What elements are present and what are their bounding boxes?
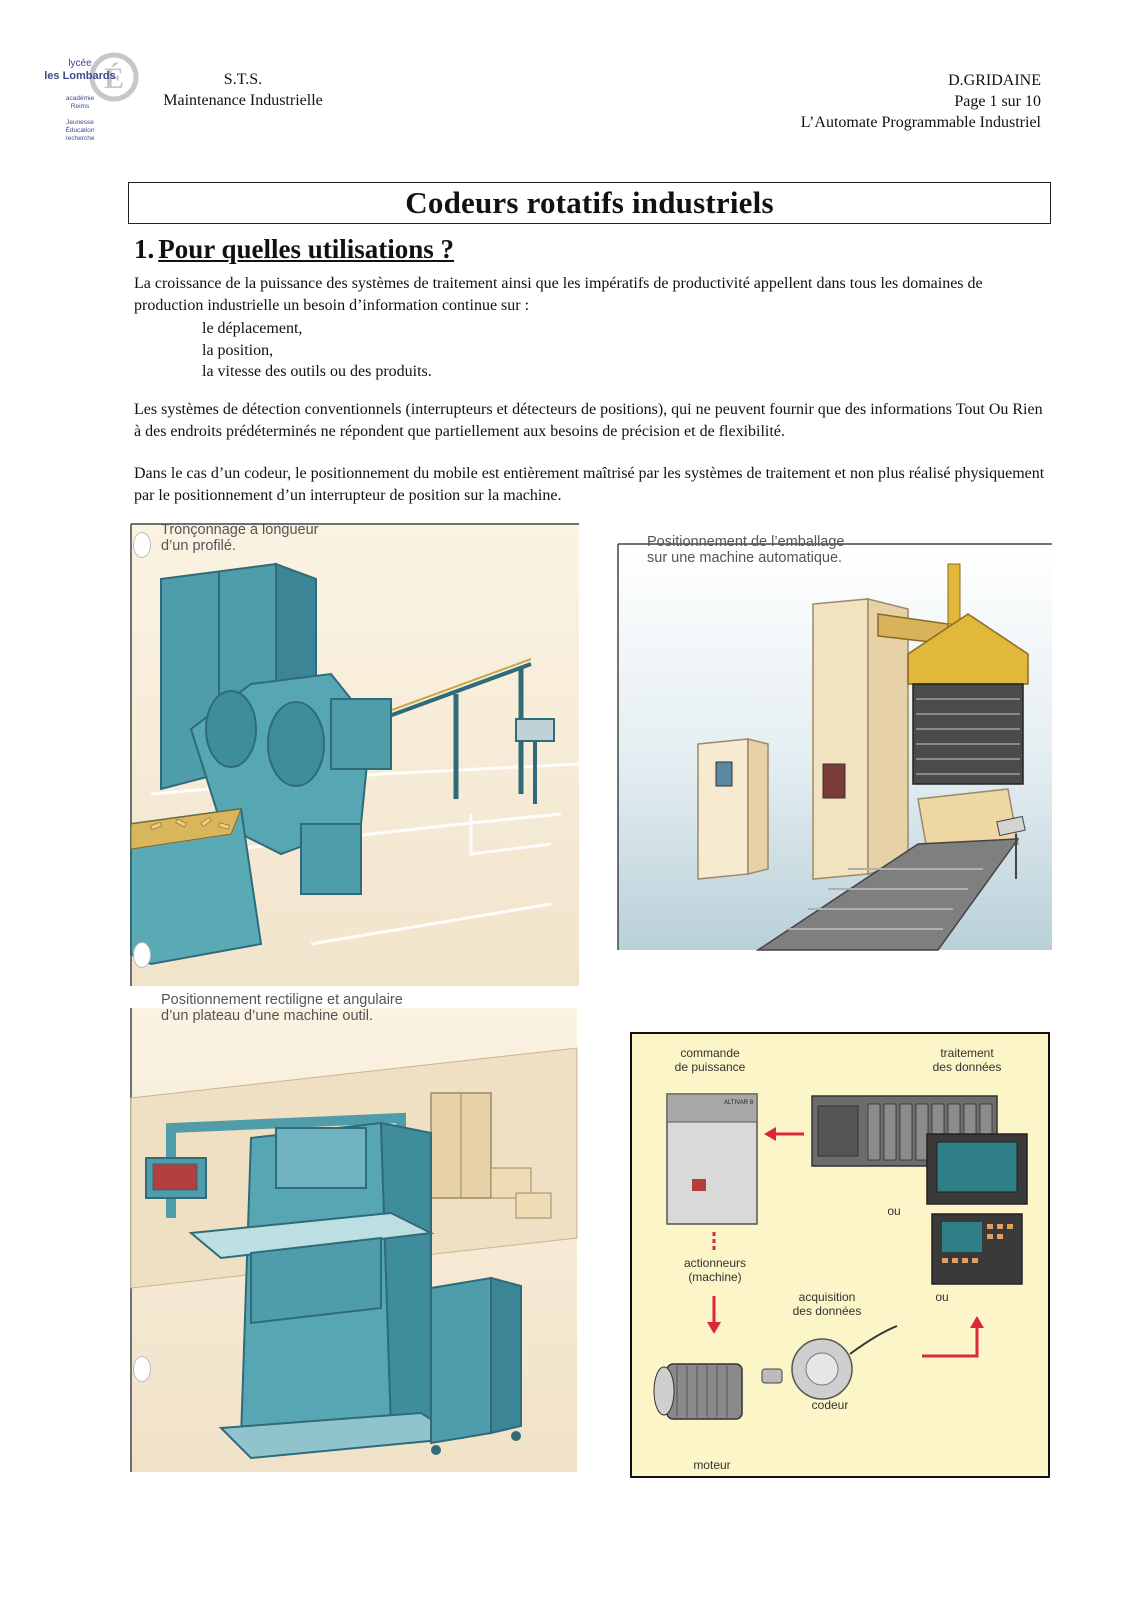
figure-caption: d’un profilé. [161, 538, 236, 554]
section-heading [134, 234, 454, 265]
binder-hole [133, 532, 151, 558]
logo-text: lycée [68, 58, 92, 69]
logo-text: Jeunesse [66, 119, 94, 126]
diagram-label: des données [932, 1060, 1002, 1074]
logo-text: recherche [65, 135, 95, 142]
usage-list [202, 318, 432, 383]
figure-cutting-profile [131, 524, 579, 986]
diagram-label: des données [792, 1304, 862, 1318]
list-item: la vitesse des outils ou des produits. [202, 363, 432, 380]
header-author: D.GRIDAINE [948, 72, 1041, 89]
school-logo [44, 44, 142, 148]
diagram-label: de puissance [674, 1060, 746, 1074]
intro-paragraph: La croissance de la puissance des systèmes de traitement ainsi que les impératifs de productivité appellent dans tous les domaines de production industrielle un besoin d’information continue sur : [134, 275, 983, 314]
drive-panel-label: ALTIVAR 8 [724, 1100, 754, 1106]
diagram-label: ou [935, 1290, 949, 1304]
figure-caption: sur une machine automatique. [647, 550, 843, 566]
logo-text: les Lombards [44, 70, 116, 82]
figure-packaging [618, 534, 1052, 950]
page-title: Codeurs rotatifs industriels [405, 185, 774, 220]
diagram-label: commande [680, 1046, 740, 1060]
figure-caption: d’un plateau d’une machine outil. [161, 1008, 374, 1024]
figure-caption: Positionnement rectiligne et angulaire [161, 992, 403, 1008]
diagram-label: moteur [693, 1458, 731, 1472]
paragraph-detection: Les systèmes de détection conventionnels (interrupteurs et détecteurs de positions), qui ne peuvent fournir que des informations Tout Ou Rien à des endroits prédéterminés ne répondent que partiellement aux besoins de précision et de flexibilité. [134, 401, 1043, 440]
diagram-label: acquisition [798, 1290, 856, 1304]
title-box [128, 182, 1051, 224]
svg-text:É: É [103, 62, 125, 95]
header-page-number: Page 1 sur 10 [954, 93, 1041, 110]
binder-hole [133, 1356, 151, 1382]
header-course: S.T.S. [223, 71, 263, 88]
binder-hole [133, 942, 151, 968]
diagram-label: (machine) [688, 1270, 742, 1284]
figure-encoder-chain [630, 1032, 1050, 1478]
diagram-label: codeur [811, 1398, 849, 1412]
diagram-label: actionneurs [683, 1256, 747, 1270]
figure-caption: Positionnement de l’emballage [647, 534, 845, 550]
diagram-label: traitement [940, 1046, 994, 1060]
diagram-label: ou [887, 1204, 901, 1218]
list-item: le déplacement, [202, 320, 303, 337]
figure-machine-tool [131, 992, 577, 1472]
list-item: la position, [202, 341, 274, 359]
section-title: Pour quelles utilisations ? [158, 234, 455, 264]
header-right [801, 70, 1041, 133]
logo-text: Éducation [65, 127, 95, 134]
header-department: Maintenance Industrielle [163, 92, 323, 109]
logo-text: Reims [70, 103, 90, 110]
header-subject: L’Automate Programmable Industriel [800, 114, 1041, 131]
section-number: 1. [134, 234, 155, 264]
figure-caption: Tronçonnage à longueur [161, 522, 319, 538]
logo-text: académie [65, 95, 95, 102]
paragraph-encoder: Dans le cas d’un codeur, le positionnement du mobile est entièrement maîtrisé par les systèmes de traitement et non plus réalisé physiquement par le positionnement d’un interrupteur de position sur la machine. [134, 465, 1045, 504]
